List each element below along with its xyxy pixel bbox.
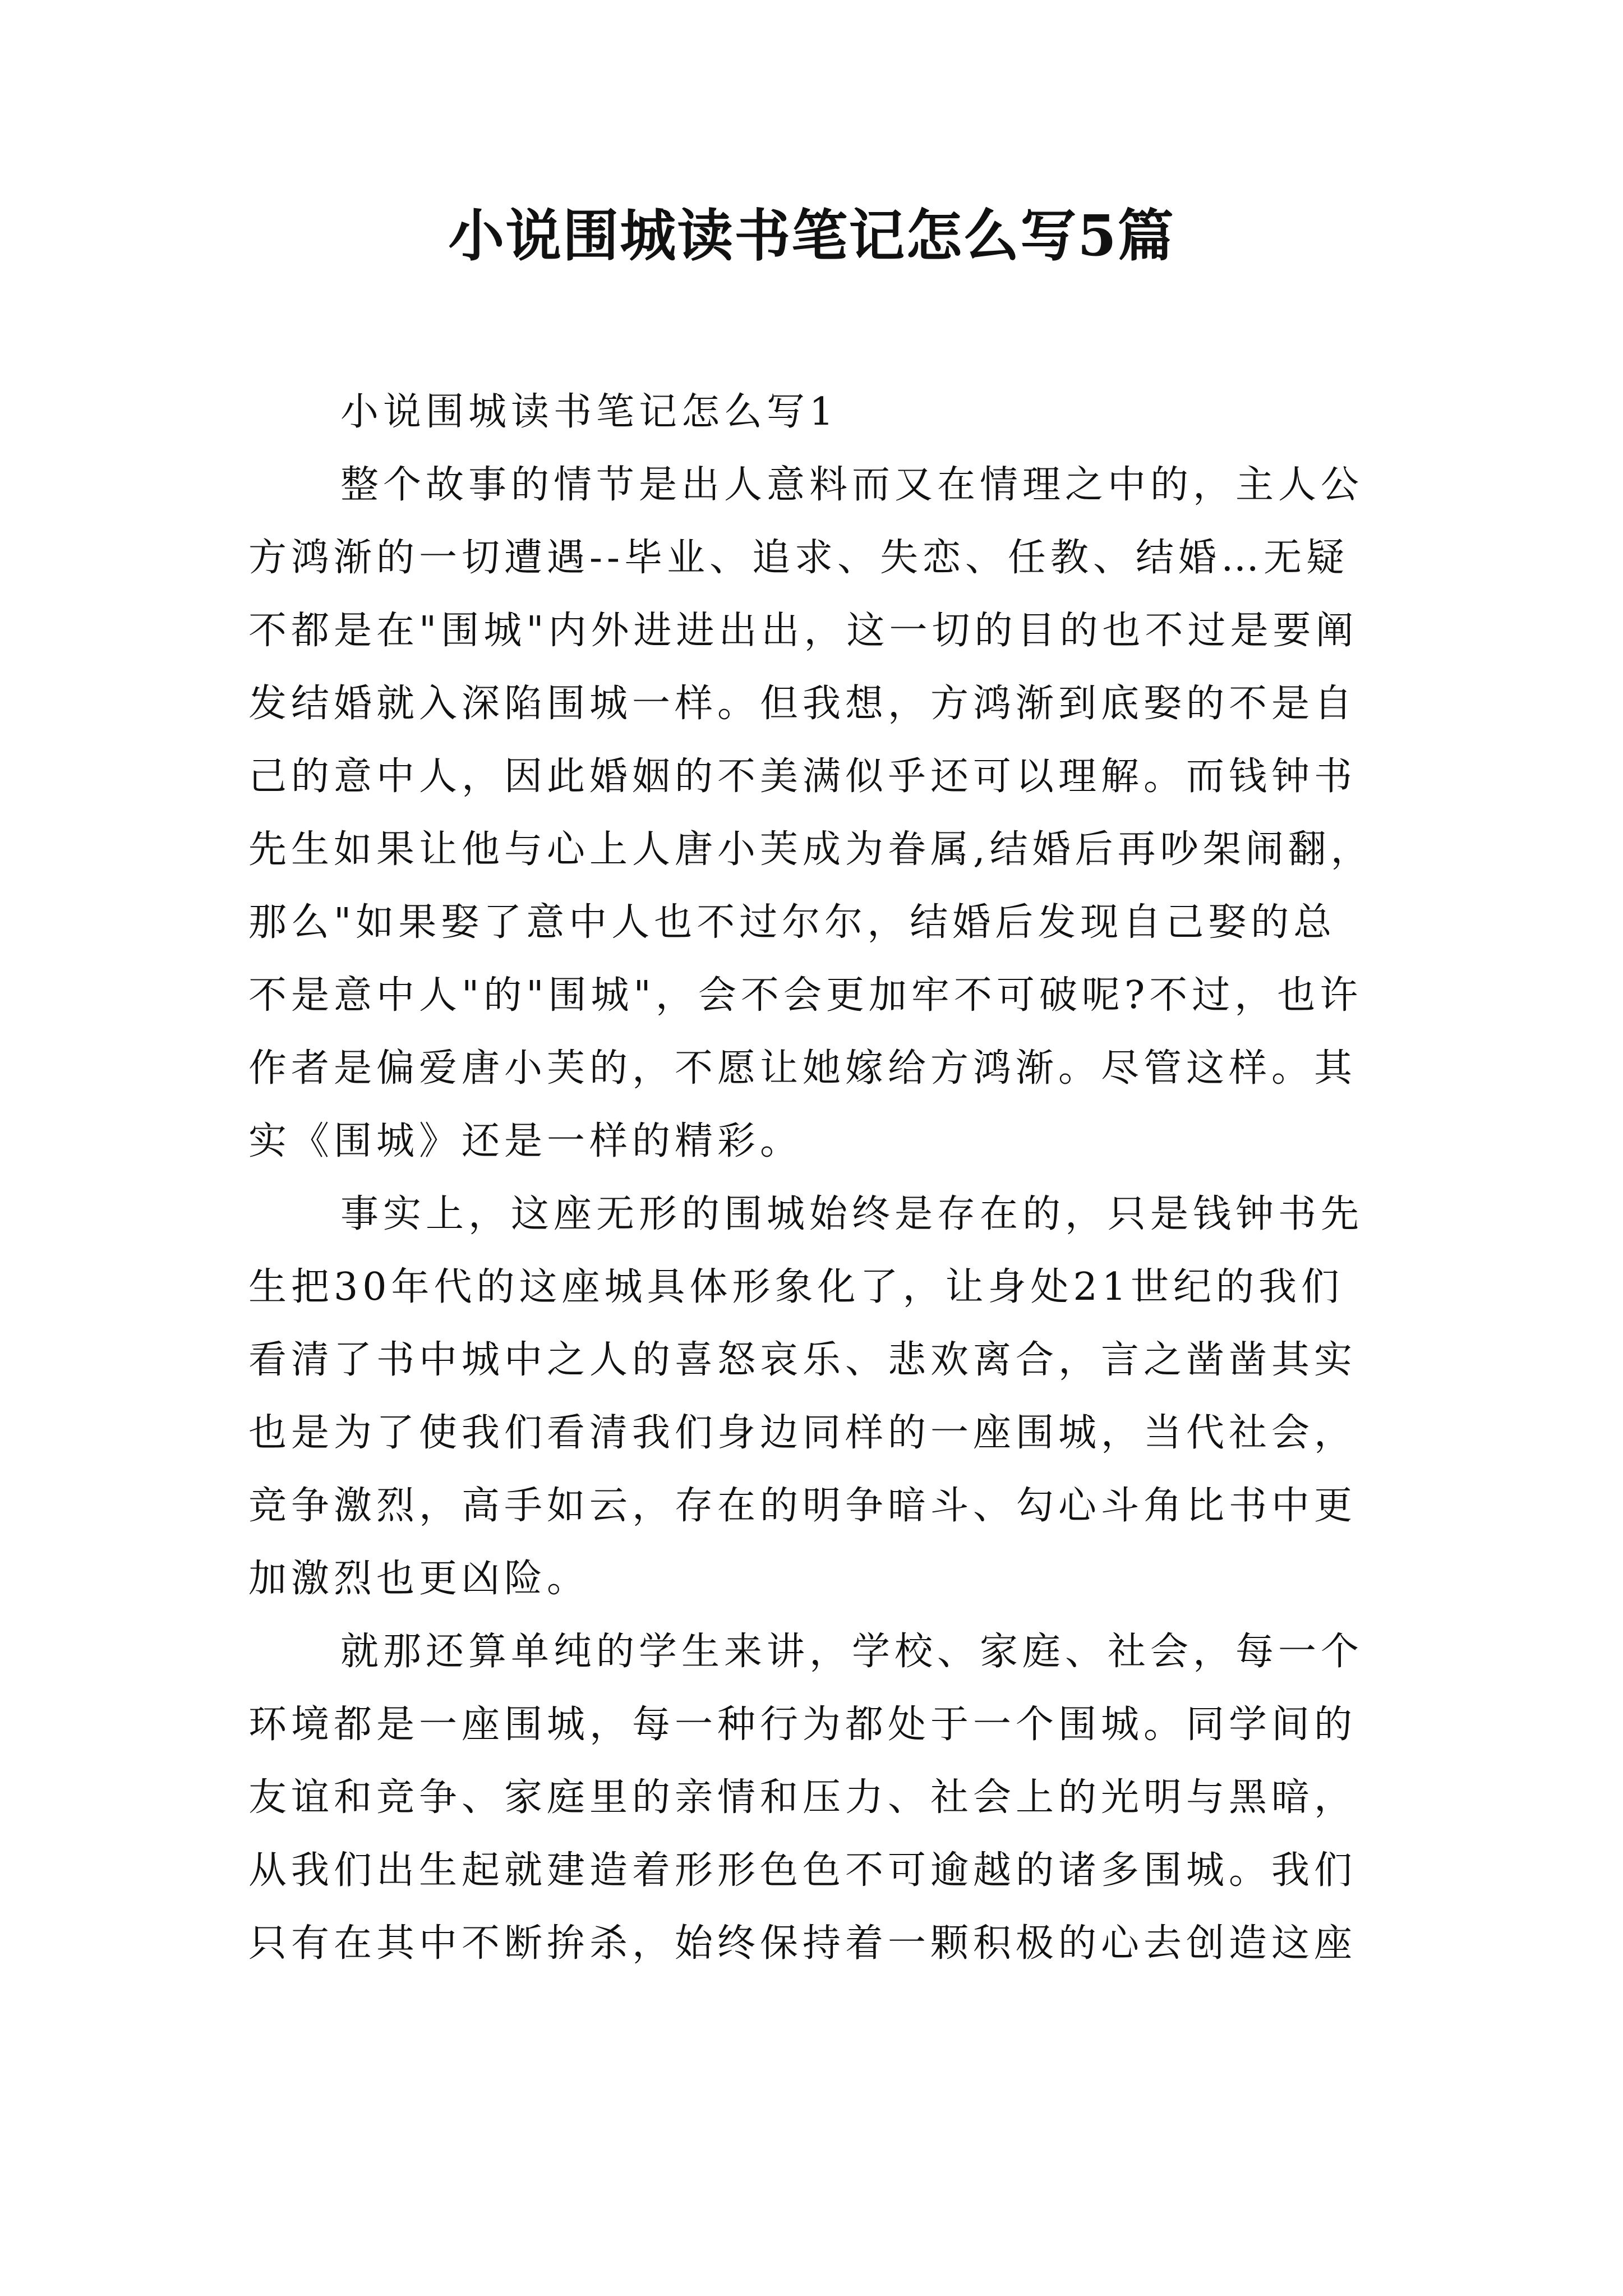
- document-body: [248, 376, 1381, 1980]
- body-line: 看清了书中城中之人的喜怒哀乐、悲欢离合，言之凿凿其实: [248, 1338, 1357, 1382]
- body-line: 只有在其中不断拚杀，始终保持着一颗积极的心去创造这座: [248, 1921, 1357, 1966]
- body-line: 己的意中人，因此婚姻的不美满似乎还可以理解。而钱钟书: [248, 754, 1357, 799]
- body-line: 发结婚就入深陷围城一样。但我想，方鸿渐到底娶的不是自: [248, 682, 1357, 726]
- body-line: 不都是在"围城"内外进进出出，这一切的目的也不过是要阐: [248, 609, 1358, 653]
- body-line: 竞争激烈，高手如云，存在的明争暗斗、勾心斗角比书中更: [248, 1484, 1357, 1528]
- body-line: 事实上，这座无形的围城始终是存在的，只是钱钟书先: [340, 1192, 1364, 1236]
- body-line: 方鸿渐的一切遭遇--毕业、追求、失恋、任教、结婚…无疑: [248, 536, 1349, 580]
- body-line: 友谊和竞争、家庭里的亲情和压力、社会上的光明与黑暗，: [248, 1775, 1357, 1820]
- body-line: 整个故事的情节是出人意料而又在情理之中的，主人公: [340, 463, 1364, 507]
- body-line: 实《围城》还是一样的精彩。: [248, 1119, 803, 1163]
- body-line: 生把30年代的这座城具体形象化了，让身处21世纪的我们: [248, 1265, 1344, 1309]
- body-line: 小说围城读书笔记怎么写1: [340, 390, 838, 434]
- body-line: 就那还算单纯的学生来讲，学校、家庭、社会，每一个: [340, 1630, 1364, 1674]
- body-line: 先生如果让他与心上人唐小芙成为眷属,结婚后再吵架闹翻，: [248, 827, 1373, 872]
- body-line: 那么"如果娶了意中人也不过尔尔，结婚后发现自己娶的总: [248, 900, 1336, 945]
- body-line: 也是为了使我们看清我们身边同样的一座围城，当代社会，: [248, 1411, 1357, 1455]
- document-title: 小说围城读书笔记怎么写5篇: [448, 203, 1175, 269]
- body-line: 环境都是一座围城，每一种行为都处于一个围城。同学间的: [248, 1703, 1357, 1747]
- body-line: 加激烈也更凶险。: [248, 1557, 590, 1601]
- body-line: 作者是偏爱唐小芙的，不愿让她嫁给方鸿渐。尽管这样。其: [248, 1046, 1357, 1091]
- body-line: 不是意中人"的"围城"，会不会更加牢不可破呢?不过，也许: [248, 973, 1363, 1018]
- body-line: 从我们出生起就建造着形形色色不可逾越的诸多围城。我们: [248, 1848, 1357, 1893]
